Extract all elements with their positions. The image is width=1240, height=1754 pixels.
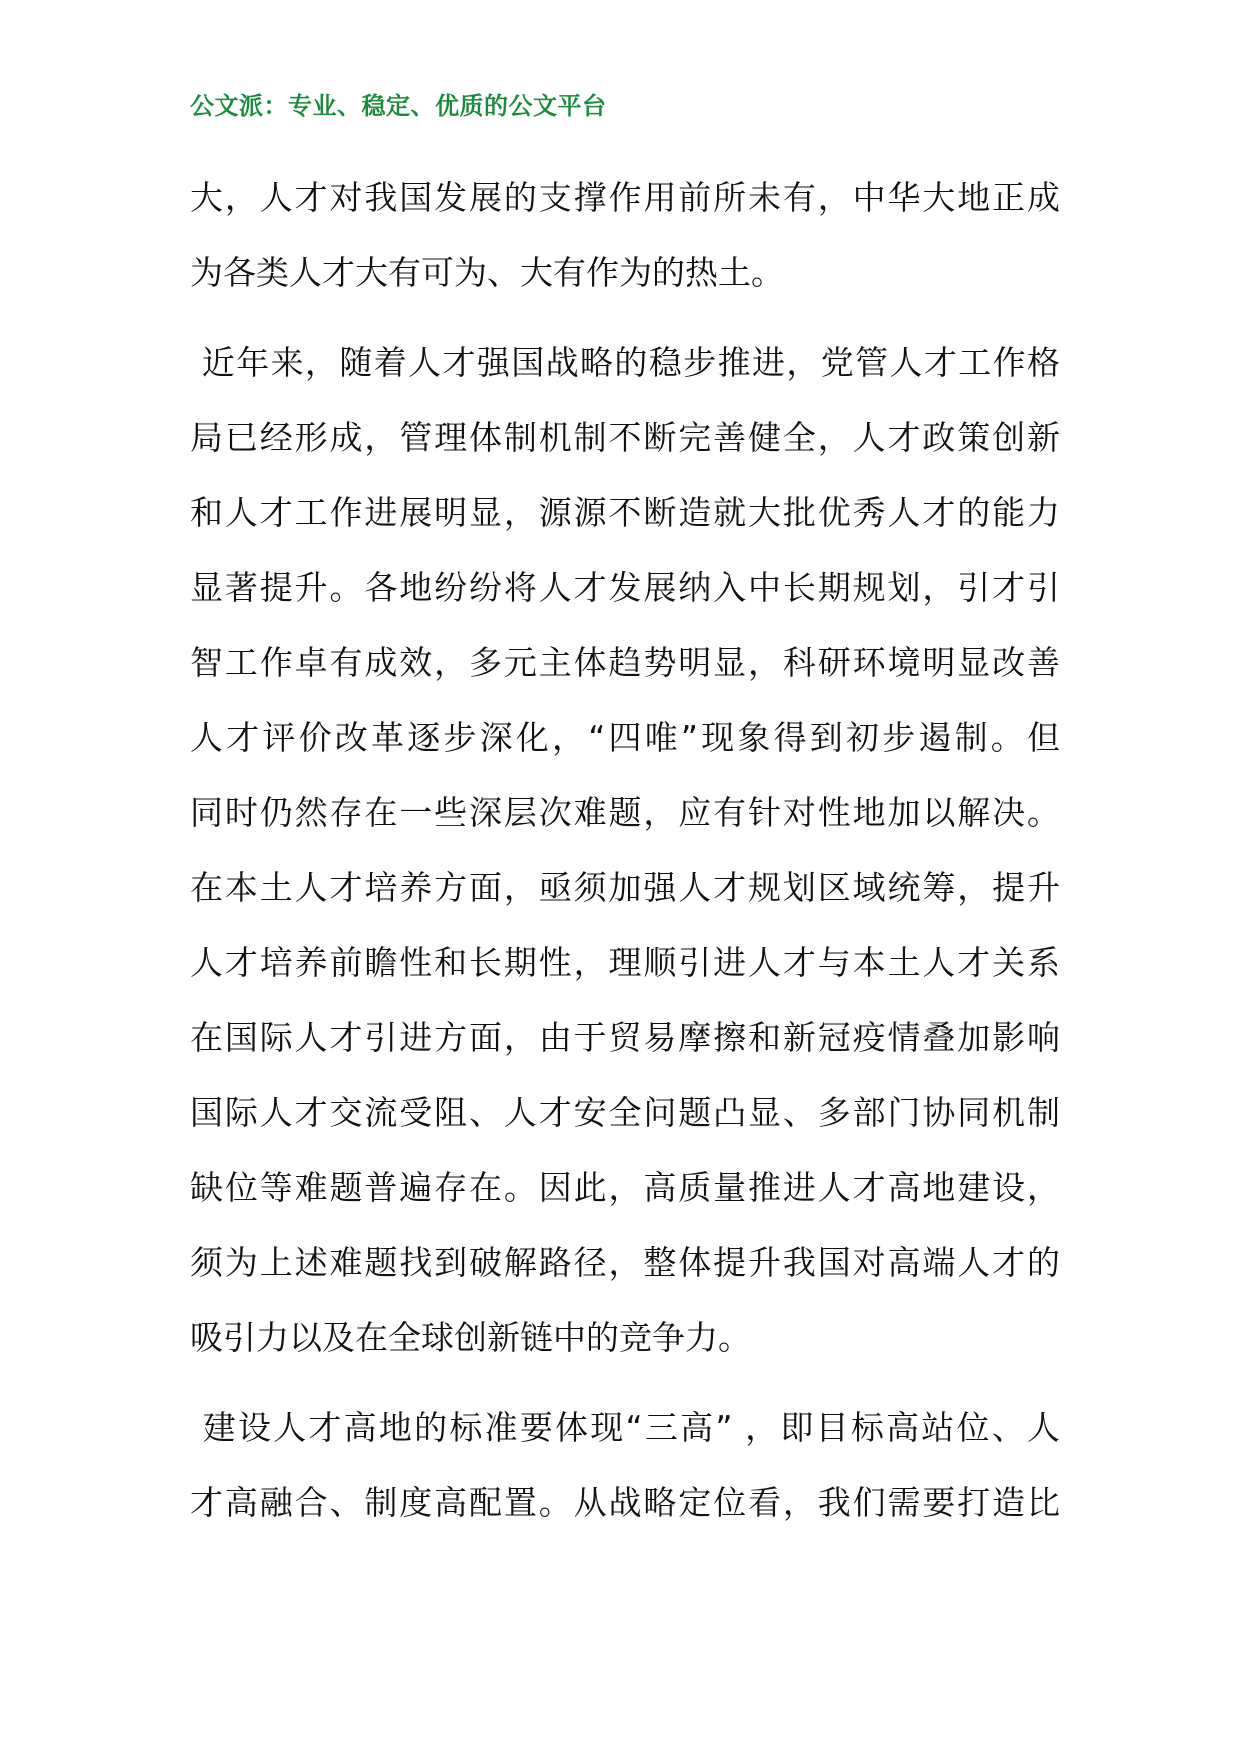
text-line: 缺位等难题普遍存在。因此，高质量推进人才高地建设，	[190, 1168, 1060, 1207]
text-line: 建设人才高地的标准要体现“三高” ，即目标高站位、人	[190, 1408, 1060, 1447]
text-line: 人才培养前瞻性和长期性，理顺引进人才与本土人才关系	[190, 943, 1060, 982]
text-line: 在本土人才培养方面，亟须加强人才规划区域统筹，提升	[190, 868, 1060, 907]
text-line: 国际人才交流受阻、人才安全问题凸显、多部门协同机制	[190, 1093, 1060, 1132]
text-line: 为各类人才大有可为、大有作为的热土。	[190, 253, 784, 292]
document-body	[190, 168, 1060, 1548]
header-title: 公文派：专业、稳定、优质的公文平台	[190, 92, 607, 120]
text-line: 同时仍然存在一些深层次难题，应有针对性地加以解决。	[190, 793, 1060, 832]
text-line: 近年来，随着人才强国战略的稳步推进，党管人才工作格	[190, 343, 1060, 382]
text-line: 人才评价改革逐步深化，“四唯”现象得到初步遏制。但	[190, 718, 1060, 757]
text-line: 局已经形成，管理体制机制不断完善健全，人才政策创新	[190, 418, 1060, 457]
text-line: 智工作卓有成效，多元主体趋势明显，科研环境明显改善	[190, 643, 1060, 682]
text-line: 和人才工作进展明显，源源不断造就大批优秀人才的能力	[190, 493, 1060, 532]
text-line: 吸引力以及在全球创新链中的竞争力。	[190, 1318, 751, 1357]
text-line: 大，人才对我国发展的支撑作用前所未有，中华大地正成	[190, 178, 1060, 217]
text-line: 显著提升。各地纷纷将人才发展纳入中长期规划，引才引	[190, 568, 1060, 607]
text-line: 须为上述难题找到破解路径，整体提升我国对高端人才的	[190, 1243, 1060, 1282]
text-line: 才高融合、制度高配置。从战略定位看，我们需要打造比	[190, 1483, 1060, 1522]
text-line: 在国际人才引进方面，由于贸易摩擦和新冠疫情叠加影响	[190, 1018, 1060, 1057]
